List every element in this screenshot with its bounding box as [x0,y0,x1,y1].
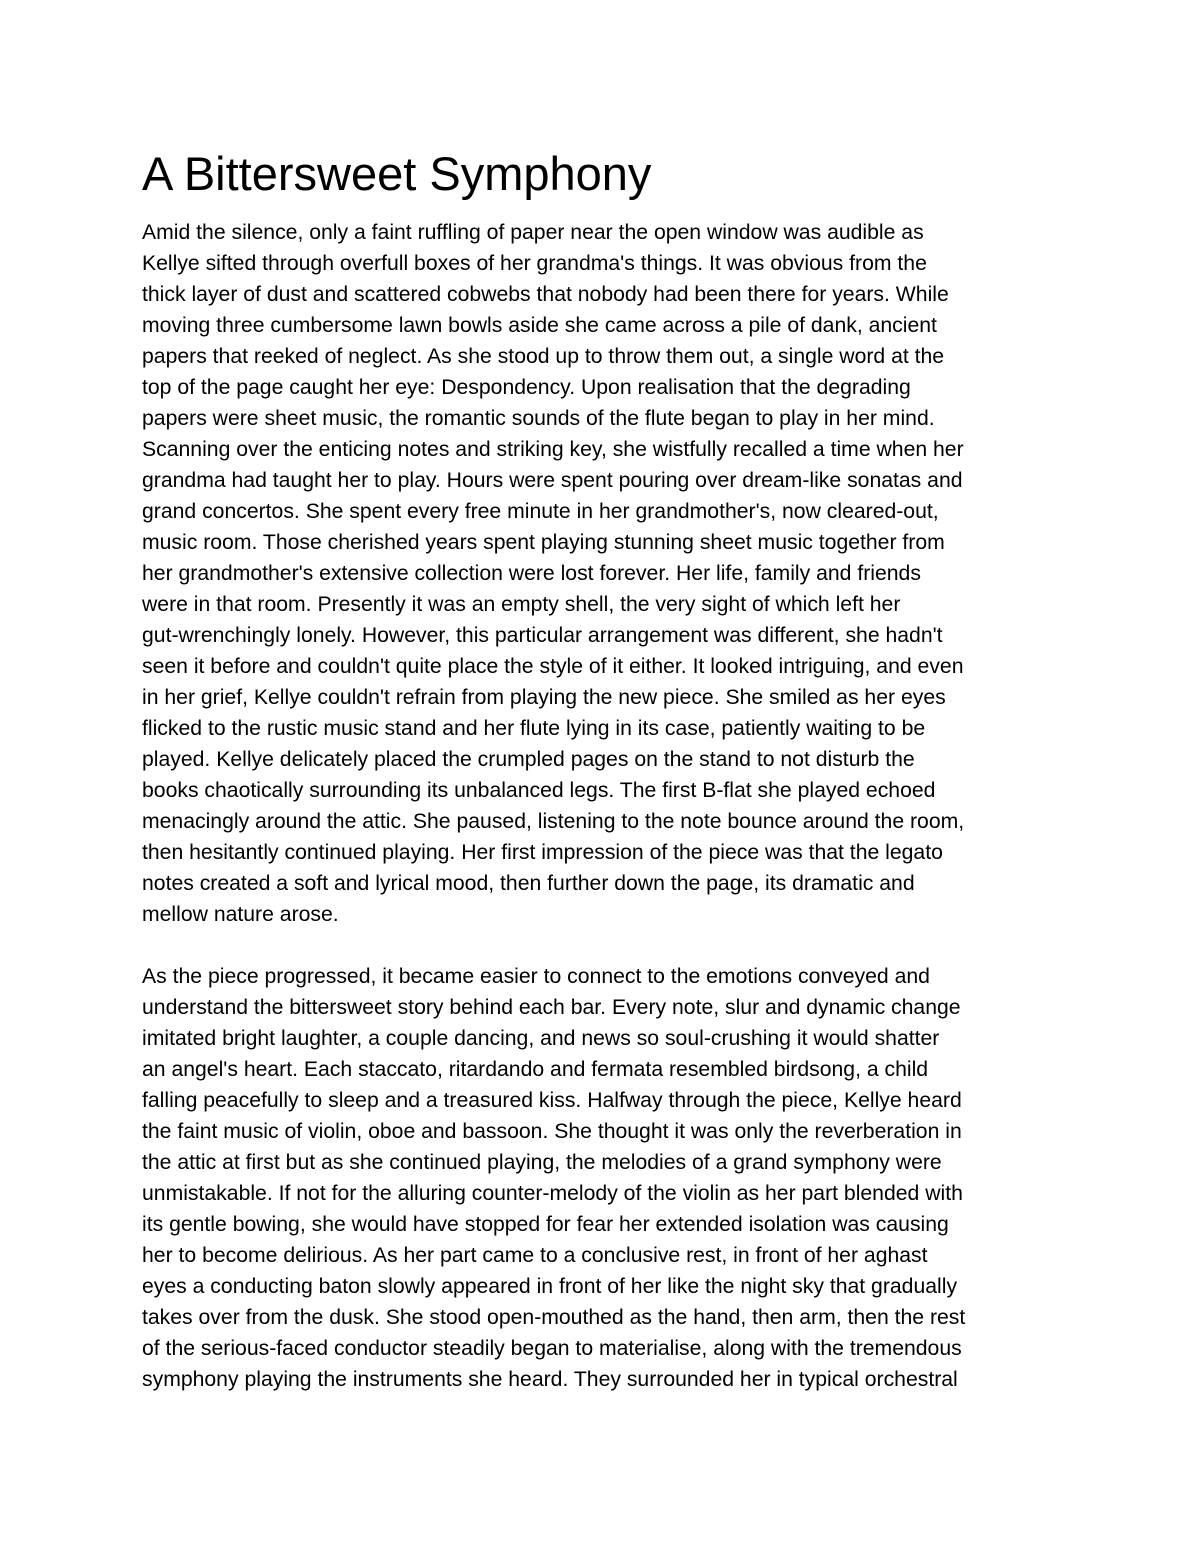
text-line: books chaotically surrounding its unbalanced legs. The first B-flat she played echoed [142,779,936,802]
text-line: grand concertos. She spent every free minute in her grandmother's, now cleared-out, [142,500,939,523]
text-line: papers that reeked of neglect. As she stood up to throw them out, a single word at the [142,345,945,368]
text-line: the attic at first but as she continued playing, the melodies of a grand symphony were [142,1151,942,1174]
text-line: As the piece progressed, it became easier to connect to the emotions conveyed and [142,965,930,988]
text-line: were in that room. Presently it was an empty shell, the very sight of which left her [142,593,901,616]
text-line: understand the bittersweet story behind each bar. Every note, slur and dynamic change [142,996,961,1019]
text-line: played. Kellye delicately placed the crumpled pages on the stand to not disturb the [142,748,915,771]
text-line: Kellye sifted through overfull boxes of her grandma's things. It was obvious from the [142,252,927,275]
text-line: menacingly around the attic. She paused, listening to the note bounce around the room, [142,810,965,833]
text-line: her to become delirious. As her part came to a conclusive rest, in front of her aghast [142,1244,928,1267]
text-line: an angel's heart. Each staccato, ritardando and fermata resembled birdsong, a child [142,1058,929,1081]
text-line: mellow nature arose. [142,903,339,926]
text-line: grandma had taught her to play. Hours were spent pouring over dream-like sonatas and [142,469,963,492]
document-title: A Bittersweet Symphony [142,147,652,200]
text-line: moving three cumbersome lawn bowls aside she came across a pile of dank, ancient [142,314,937,337]
text-line: in her grief, Kellye couldn't refrain from playing the new piece. She smiled as her eyes [142,686,946,709]
text-line: eyes a conducting baton slowly appeared in front of her like the night sky that gradually [142,1275,958,1298]
text-line: top of the page caught her eye: Despondency. Upon realisation that the degrading [142,376,911,399]
text-line: then hesitantly continued playing. Her first impression of the piece was that the legato [142,841,943,864]
text-line: papers were sheet music, the romantic sounds of the flute began to play in her mind. [142,407,935,430]
paragraph-1 [142,217,1058,930]
text-line: falling peacefully to sleep and a treasured kiss. Halfway through the piece, Kellye heard [142,1089,962,1112]
document-body [142,217,1058,1395]
text-line: its gentle bowing, she would have stopped for fear her extended isolation was causing [142,1213,949,1236]
text-line: the faint music of violin, oboe and bassoon. She thought it was only the reverberation in [142,1120,962,1143]
text-line: Scanning over the enticing notes and striking key, she wistfully recalled a time when her [142,438,964,461]
text-line: gut-wrenchingly lonely. However, this particular arrangement was different, she hadn't [142,624,943,647]
text-line: her grandmother's extensive collection were lost forever. Her life, family and friends [142,562,921,585]
text-line: music room. Those cherished years spent playing stunning sheet music together from [142,531,945,554]
paragraph-2 [142,961,1058,1395]
text-line: unmistakable. If not for the alluring counter-melody of the violin as her part blended with [142,1182,963,1205]
text-line: imitated bright laughter, a couple dancing, and news so soul-crushing it would shatter [142,1027,940,1050]
text-line: thick layer of dust and scattered cobwebs that nobody had been there for years. While [142,283,949,306]
text-line: Amid the silence, only a faint ruffling of paper near the open window was audible as [142,221,924,244]
text-line: symphony playing the instruments she heard. They surrounded her in typical orchestral [142,1368,958,1391]
text-line: of the serious-faced conductor steadily began to materialise, along with the tremendous [142,1337,962,1360]
text-line: notes created a soft and lyrical mood, then further down the page, its dramatic and [142,872,915,895]
text-line: seen it before and couldn't quite place the style of it either. It looked intriguing, and even [142,655,964,678]
document-page [142,143,1058,1395]
text-line: takes over from the dusk. She stood open-mouthed as the hand, then arm, then the rest [142,1306,966,1329]
text-line: flicked to the rustic music stand and her flute lying in its case, patiently waiting to be [142,717,926,740]
